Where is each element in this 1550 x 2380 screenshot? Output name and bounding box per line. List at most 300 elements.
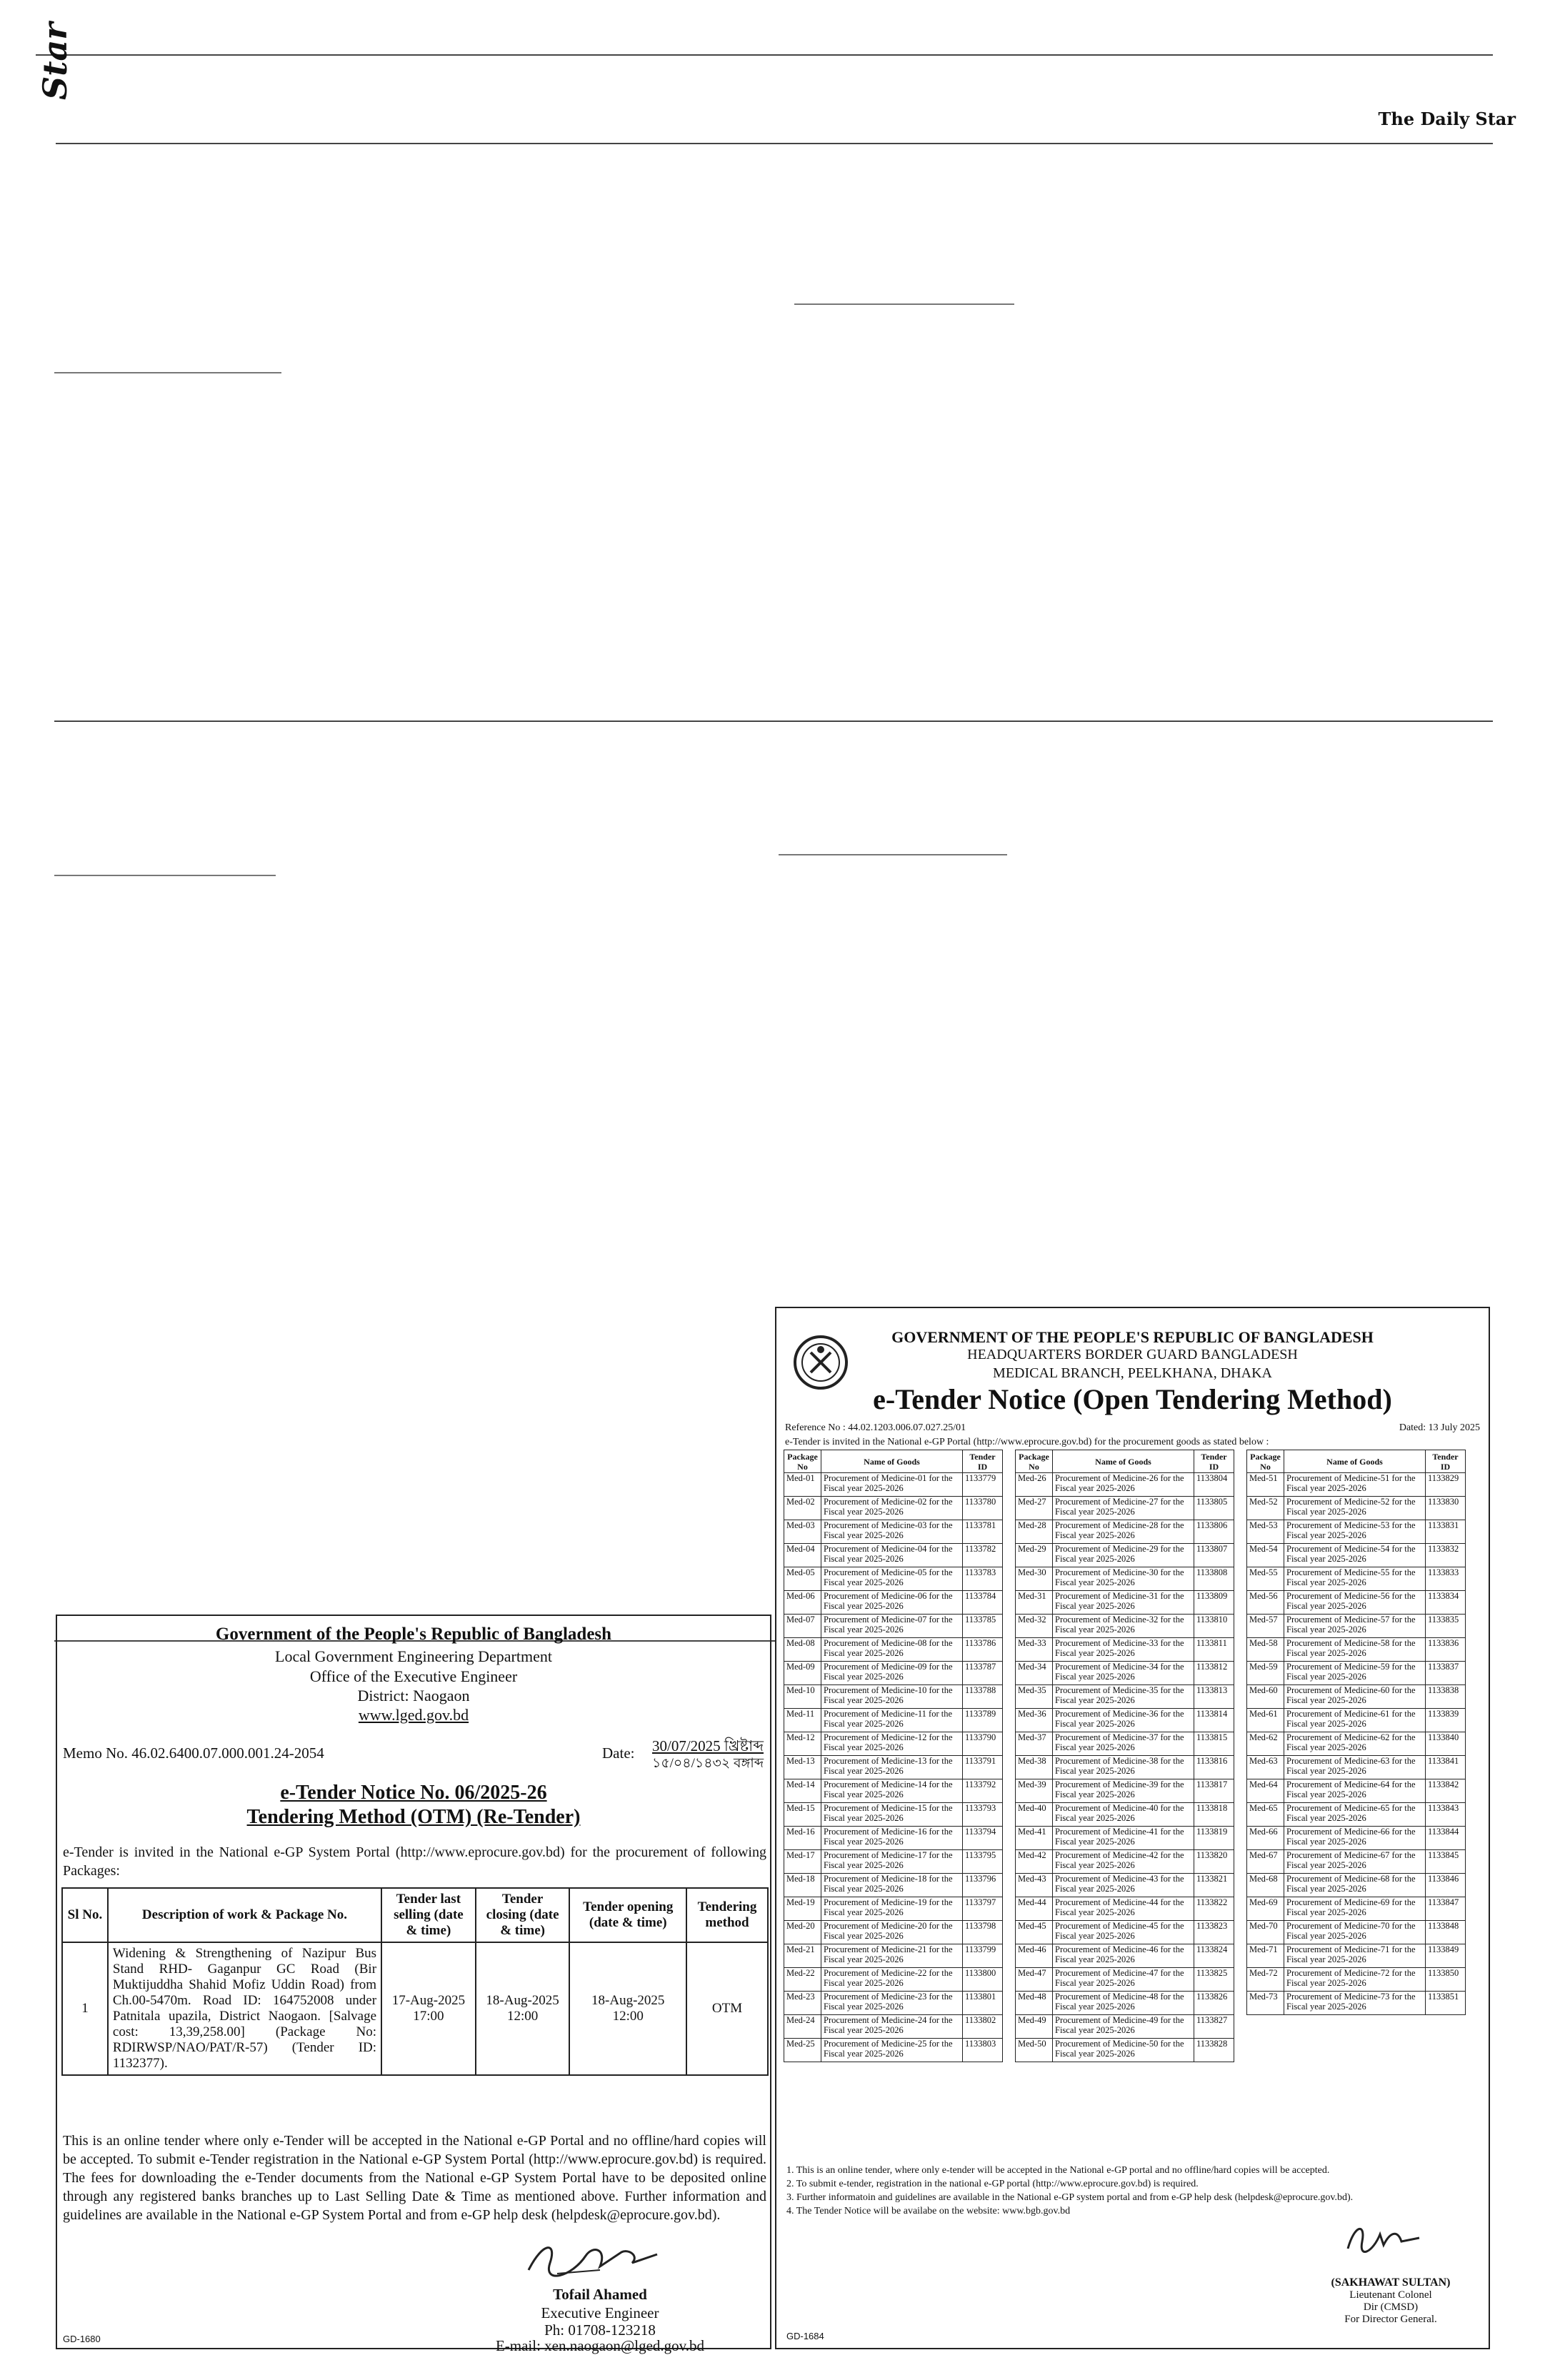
table-row bbox=[1247, 1992, 1466, 2015]
notice-office: Office of the Executive Engineer bbox=[309, 1667, 518, 1685]
tender-id: 1133780 bbox=[963, 1497, 1003, 1520]
goods-name: Procurement of Medicine-03 for the Fiscal year 2025-2026 bbox=[821, 1520, 963, 1544]
notice-intro: e-Tender is invited in the National e-GP System Portal (http://www.eprocure.gov.bd) for the procurement of following Packages: bbox=[63, 1844, 766, 1879]
package-no: Med-51 bbox=[1247, 1473, 1284, 1497]
goods-name: Procurement of Medicine-36 for the Fiscal year 2025-2026 bbox=[1053, 1709, 1194, 1732]
goods-name: Procurement of Medicine-21 for the Fiscal year 2025-2026 bbox=[821, 1944, 963, 1968]
tender-id: 1133801 bbox=[963, 1992, 1003, 2015]
bgb-headquarters: HEADQUARTERS BORDER GUARD BANGLADESH bbox=[967, 1347, 1298, 1362]
package-no: Med-49 bbox=[1016, 2015, 1053, 2039]
bgb-signatory-title: Dir (CMSD) bbox=[1363, 2301, 1419, 2313]
tender-id: 1133836 bbox=[1426, 1638, 1466, 1662]
goods-name: Procurement of Medicine-69 for the Fiscal year 2025-2026 bbox=[1284, 1897, 1426, 1921]
goods-table-col-2 bbox=[1015, 1450, 1234, 2062]
table-row bbox=[784, 1921, 1003, 1944]
package-no: Med-06 bbox=[784, 1591, 821, 1615]
masthead-name: The Daily Star bbox=[1378, 109, 1516, 129]
package-no: Med-02 bbox=[784, 1497, 821, 1520]
tender-id: 1133846 bbox=[1426, 1874, 1466, 1897]
goods-name: Procurement of Medicine-12 for the Fiscal year 2025-2026 bbox=[821, 1732, 963, 1756]
package-no: Med-35 bbox=[1016, 1685, 1053, 1709]
table-row bbox=[784, 1756, 1003, 1779]
table-row bbox=[1247, 1709, 1466, 1732]
goods-name: Procurement of Medicine-66 for the Fiscal year 2025-2026 bbox=[1284, 1827, 1426, 1850]
goods-name: Procurement of Medicine-39 for the Fiscal year 2025-2026 bbox=[1053, 1779, 1194, 1803]
table-row bbox=[1016, 1803, 1234, 1827]
table-row bbox=[1247, 1803, 1466, 1827]
package-no: Med-43 bbox=[1016, 1874, 1053, 1897]
goods-name: Procurement of Medicine-09 for the Fiscal year 2025-2026 bbox=[821, 1662, 963, 1685]
tender-id: 1133793 bbox=[963, 1803, 1003, 1827]
header-opening: Tender opening (date & time) bbox=[569, 1888, 686, 1942]
package-no: Med-34 bbox=[1016, 1662, 1053, 1685]
table-row bbox=[1016, 1992, 1234, 2015]
tender-id: 1133779 bbox=[963, 1473, 1003, 1497]
package-no: Med-20 bbox=[784, 1921, 821, 1944]
tender-id: 1133829 bbox=[1426, 1473, 1466, 1497]
tender-id: 1133811 bbox=[1194, 1638, 1234, 1662]
tender-id: 1133784 bbox=[963, 1591, 1003, 1615]
package-no: Med-62 bbox=[1247, 1732, 1284, 1756]
goods-name: Procurement of Medicine-33 for the Fiscal year 2025-2026 bbox=[1053, 1638, 1194, 1662]
table-row bbox=[784, 1638, 1003, 1662]
table-row bbox=[1016, 1756, 1234, 1779]
package-no: Med-25 bbox=[784, 2039, 821, 2062]
table-row bbox=[1016, 1638, 1234, 1662]
goods-name: Procurement of Medicine-23 for the Fiscal year 2025-2026 bbox=[821, 1992, 963, 2015]
top-rule bbox=[36, 54, 1493, 56]
tender-id: 1133817 bbox=[1194, 1779, 1234, 1803]
table-row bbox=[784, 1803, 1003, 1827]
table-row bbox=[784, 1473, 1003, 1497]
table-row bbox=[1016, 1779, 1234, 1803]
table-row bbox=[62, 1942, 768, 2075]
goods-header-cell: Name of Goods bbox=[821, 1450, 963, 1473]
package-no: Med-64 bbox=[1247, 1779, 1284, 1803]
tender-id: 1133847 bbox=[1426, 1897, 1466, 1921]
table-row bbox=[1016, 1968, 1234, 1992]
table-row bbox=[784, 1850, 1003, 1874]
package-no: Med-27 bbox=[1016, 1497, 1053, 1520]
package-no: Med-46 bbox=[1016, 1944, 1053, 1968]
table-row bbox=[1016, 1662, 1234, 1685]
package-no: Med-17 bbox=[784, 1850, 821, 1874]
tender-id: 1133790 bbox=[963, 1732, 1003, 1756]
gd-code: GD-1680 bbox=[63, 2334, 101, 2344]
package-no: Med-57 bbox=[1247, 1615, 1284, 1638]
package-no: Med-26 bbox=[1016, 1473, 1053, 1497]
goods-name: Procurement of Medicine-53 for the Fiscal year 2025-2026 bbox=[1284, 1520, 1426, 1544]
package-no: Med-55 bbox=[1247, 1567, 1284, 1591]
tender-id: 1133830 bbox=[1426, 1497, 1466, 1520]
table-row bbox=[784, 1732, 1003, 1756]
tender-id: 1133812 bbox=[1194, 1662, 1234, 1685]
table-row bbox=[1016, 1874, 1234, 1897]
package-no: Med-60 bbox=[1247, 1685, 1284, 1709]
table-row bbox=[1016, 1944, 1234, 1968]
tender-id: 1133800 bbox=[963, 1968, 1003, 1992]
goods-name: Procurement of Medicine-29 for the Fiscal year 2025-2026 bbox=[1053, 1544, 1194, 1567]
bgb-notes bbox=[786, 2164, 1353, 2218]
table-row bbox=[784, 1544, 1003, 1567]
package-no: Med-03 bbox=[784, 1520, 821, 1544]
section-rule bbox=[54, 720, 1493, 722]
goods-name: Procurement of Medicine-58 for the Fiscal year 2025-2026 bbox=[1284, 1638, 1426, 1662]
goods-name: Procurement of Medicine-57 for the Fiscal year 2025-2026 bbox=[1284, 1615, 1426, 1638]
tender-id: 1133802 bbox=[963, 2015, 1003, 2039]
goods-name: Procurement of Medicine-04 for the Fiscal year 2025-2026 bbox=[821, 1544, 963, 1567]
goods-name: Procurement of Medicine-15 for the Fiscal year 2025-2026 bbox=[821, 1803, 963, 1827]
tender-id: 1133827 bbox=[1194, 2015, 1234, 2039]
goods-name: Procurement of Medicine-70 for the Fiscal year 2025-2026 bbox=[1284, 1921, 1426, 1944]
package-no: Med-50 bbox=[1016, 2039, 1053, 2062]
package-no: Med-37 bbox=[1016, 1732, 1053, 1756]
notice-title: e-Tender Notice No. 06/2025-26 bbox=[280, 1782, 547, 1804]
tender-id: 1133805 bbox=[1194, 1497, 1234, 1520]
tender-id: 1133825 bbox=[1194, 1968, 1234, 1992]
package-no: Med-36 bbox=[1016, 1709, 1053, 1732]
package-no: Med-72 bbox=[1247, 1968, 1284, 1992]
tender-id: 1133820 bbox=[1194, 1850, 1234, 1874]
package-no: Med-39 bbox=[1016, 1779, 1053, 1803]
goods-name: Procurement of Medicine-01 for the Fiscal year 2025-2026 bbox=[821, 1473, 963, 1497]
cell-method: OTM bbox=[686, 1942, 768, 2075]
package-no: Med-28 bbox=[1016, 1520, 1053, 1544]
bgb-dated: Dated: 13 July 2025 bbox=[1399, 1422, 1480, 1433]
table-row bbox=[784, 2039, 1003, 2062]
package-no: Med-44 bbox=[1016, 1897, 1053, 1921]
goods-name: Procurement of Medicine-73 for the Fiscal year 2025-2026 bbox=[1284, 1992, 1426, 2015]
table-row bbox=[784, 1897, 1003, 1921]
goods-name: Procurement of Medicine-60 for the Fiscal year 2025-2026 bbox=[1284, 1685, 1426, 1709]
goods-name: Procurement of Medicine-72 for the Fiscal year 2025-2026 bbox=[1284, 1968, 1426, 1992]
tender-id: 1133842 bbox=[1426, 1779, 1466, 1803]
package-no: Med-01 bbox=[784, 1473, 821, 1497]
package-no: Med-29 bbox=[1016, 1544, 1053, 1567]
goods-name: Procurement of Medicine-55 for the Fiscal year 2025-2026 bbox=[1284, 1567, 1426, 1591]
tender-id: 1133797 bbox=[963, 1897, 1003, 1921]
goods-header-cell: Tender ID bbox=[963, 1450, 1003, 1473]
goods-name: Procurement of Medicine-45 for the Fiscal year 2025-2026 bbox=[1053, 1921, 1194, 1944]
goods-name: Procurement of Medicine-02 for the Fiscal year 2025-2026 bbox=[821, 1497, 963, 1520]
goods-name: Procurement of Medicine-62 for the Fiscal year 2025-2026 bbox=[1284, 1732, 1426, 1756]
table-row bbox=[1016, 1497, 1234, 1520]
goods-name: Procurement of Medicine-49 for the Fiscal year 2025-2026 bbox=[1053, 2015, 1194, 2039]
header-closing: Tender closing (date & time) bbox=[476, 1888, 570, 1942]
table-row bbox=[784, 1685, 1003, 1709]
notice-body: This is an online tender where only e-Tender will be accepted in the National e-GP Portal and no offline/hard copies will be accepted. To submit e-Tender registration in the National e-GP System Portal (http://www.eprocure.gov.bd) is required. The fees for downloading the e-Tender documents from the National e-GP System Portal have to be deposited online through any registered banks branches up to Last Selling Date & Time as mentioned above. Further information and guidelines are available in the National e-GP System Portal and from e-GP help desk (helpdesk@eprocure.gov.bd). bbox=[63, 2133, 766, 2223]
goods-name: Procurement of Medicine-38 for the Fiscal year 2025-2026 bbox=[1053, 1756, 1194, 1779]
table-row bbox=[1016, 1685, 1234, 1709]
tender-id: 1133826 bbox=[1194, 1992, 1234, 2015]
goods-table-col-3 bbox=[1246, 1450, 1466, 2015]
tender-id: 1133816 bbox=[1194, 1756, 1234, 1779]
signatory-email[interactable]: E-mail: xen.naogaon@lged.gov.bd bbox=[495, 2337, 705, 2354]
package-no: Med-53 bbox=[1247, 1520, 1284, 1544]
package-no: Med-42 bbox=[1016, 1850, 1053, 1874]
header-description: Description of work & Package No. bbox=[108, 1888, 381, 1942]
tender-id: 1133804 bbox=[1194, 1473, 1234, 1497]
tender-id: 1133818 bbox=[1194, 1803, 1234, 1827]
table-row bbox=[1247, 1615, 1466, 1638]
package-no: Med-12 bbox=[784, 1732, 821, 1756]
masthead-rule bbox=[56, 143, 1493, 144]
tender-id: 1133833 bbox=[1426, 1567, 1466, 1591]
package-no: Med-31 bbox=[1016, 1591, 1053, 1615]
table-row bbox=[1016, 1921, 1234, 1944]
goods-name: Procurement of Medicine-26 for the Fiscal year 2025-2026 bbox=[1053, 1473, 1194, 1497]
tender-id: 1133843 bbox=[1426, 1803, 1466, 1827]
masthead-logo: Star bbox=[36, 22, 74, 100]
table-row bbox=[1016, 1827, 1234, 1850]
goods-name: Procurement of Medicine-71 for the Fiscal year 2025-2026 bbox=[1284, 1944, 1426, 1968]
goods-name: Procurement of Medicine-27 for the Fiscal year 2025-2026 bbox=[1053, 1497, 1194, 1520]
header-sl: Sl No. bbox=[62, 1888, 108, 1942]
tender-id: 1133791 bbox=[963, 1756, 1003, 1779]
table-row bbox=[1247, 1968, 1466, 1992]
note-item: 2. To submit e-tender, registration in the national e-GP portal (http://www.eprocure.gov.bd) is required. bbox=[786, 2179, 1199, 2189]
tender-id: 1133845 bbox=[1426, 1850, 1466, 1874]
tender-id: 1133787 bbox=[963, 1662, 1003, 1685]
package-no: Med-61 bbox=[1247, 1709, 1284, 1732]
package-no: Med-18 bbox=[784, 1874, 821, 1897]
goods-name: Procurement of Medicine-41 for the Fiscal year 2025-2026 bbox=[1053, 1827, 1194, 1850]
tender-id: 1133794 bbox=[963, 1827, 1003, 1850]
table-row bbox=[1016, 1520, 1234, 1544]
package-no: Med-41 bbox=[1016, 1827, 1053, 1850]
package-no: Med-05 bbox=[784, 1567, 821, 1591]
tender-id: 1133849 bbox=[1426, 1944, 1466, 1968]
tender-id: 1133838 bbox=[1426, 1685, 1466, 1709]
tender-id: 1133810 bbox=[1194, 1615, 1234, 1638]
signature-image bbox=[514, 2234, 700, 2284]
cell-closing: 18-Aug-2025 12:00 bbox=[476, 1942, 570, 2075]
table-row bbox=[784, 1874, 1003, 1897]
tender-id: 1133815 bbox=[1194, 1732, 1234, 1756]
divider bbox=[779, 854, 1007, 855]
goods-name: Procurement of Medicine-43 for the Fiscal year 2025-2026 bbox=[1053, 1874, 1194, 1897]
table-row bbox=[784, 1709, 1003, 1732]
note-item: 3. Further informatoin and guidelines are available in the National e-GP system portal and from e-GP help desk (helpdesk@eprocure.gov.bd). bbox=[786, 2192, 1354, 2203]
cell-last-selling: 17-Aug-2025 17:00 bbox=[381, 1942, 476, 2075]
tender-id: 1133786 bbox=[963, 1638, 1003, 1662]
package-no: Med-10 bbox=[784, 1685, 821, 1709]
package-no: Med-14 bbox=[784, 1779, 821, 1803]
table-row bbox=[1016, 2015, 1234, 2039]
package-no: Med-09 bbox=[784, 1662, 821, 1685]
notice-subtitle: Tendering Method (OTM) (Re-Tender) bbox=[246, 1806, 581, 1828]
table-row bbox=[1247, 1567, 1466, 1591]
goods-name: Procurement of Medicine-42 for the Fiscal year 2025-2026 bbox=[1053, 1850, 1194, 1874]
goods-name: Procurement of Medicine-06 for the Fiscal year 2025-2026 bbox=[821, 1591, 963, 1615]
package-no: Med-48 bbox=[1016, 1992, 1053, 2015]
table-row bbox=[784, 1591, 1003, 1615]
package-no: Med-67 bbox=[1247, 1850, 1284, 1874]
goods-name: Procurement of Medicine-16 for the Fiscal year 2025-2026 bbox=[821, 1827, 963, 1850]
table-row bbox=[1247, 1944, 1466, 1968]
tender-id: 1133806 bbox=[1194, 1520, 1234, 1544]
cell-sl: 1 bbox=[62, 1942, 108, 2075]
goods-name: Procurement of Medicine-34 for the Fiscal year 2025-2026 bbox=[1053, 1662, 1194, 1685]
table-row bbox=[1247, 1662, 1466, 1685]
header-method: Tendering method bbox=[686, 1888, 768, 1942]
goods-name: Procurement of Medicine-61 for the Fiscal year 2025-2026 bbox=[1284, 1709, 1426, 1732]
tender-id: 1133799 bbox=[963, 1944, 1003, 1968]
tender-id: 1133839 bbox=[1426, 1709, 1466, 1732]
package-no: Med-52 bbox=[1247, 1497, 1284, 1520]
package-no: Med-30 bbox=[1016, 1567, 1053, 1591]
table-row bbox=[1247, 1591, 1466, 1615]
goods-name: Procurement of Medicine-64 for the Fiscal year 2025-2026 bbox=[1284, 1779, 1426, 1803]
table-row bbox=[784, 1497, 1003, 1520]
goods-name: Procurement of Medicine-05 for the Fiscal year 2025-2026 bbox=[821, 1567, 963, 1591]
signature-image bbox=[1341, 2216, 1426, 2259]
tender-id: 1133781 bbox=[963, 1520, 1003, 1544]
package-no: Med-40 bbox=[1016, 1803, 1053, 1827]
tender-id: 1133822 bbox=[1194, 1897, 1234, 1921]
table-row bbox=[1247, 1827, 1466, 1850]
tender-id: 1133848 bbox=[1426, 1921, 1466, 1944]
package-no: Med-08 bbox=[784, 1638, 821, 1662]
goods-header-row bbox=[1016, 1450, 1234, 1473]
package-no: Med-56 bbox=[1247, 1591, 1284, 1615]
tender-id: 1133850 bbox=[1426, 1968, 1466, 1992]
goods-header-cell: Package No bbox=[1016, 1450, 1053, 1473]
tender-id: 1133814 bbox=[1194, 1709, 1234, 1732]
table-row bbox=[1016, 1850, 1234, 1874]
goods-name: Procurement of Medicine-51 for the Fiscal year 2025-2026 bbox=[1284, 1473, 1426, 1497]
bgb-intro: e-Tender is invited in the National e-GP Portal (http://www.eprocure.gov.bd) for the procurement goods as stated below : bbox=[785, 1437, 1269, 1447]
goods-name: Procurement of Medicine-68 for the Fiscal year 2025-2026 bbox=[1284, 1874, 1426, 1897]
goods-header-row bbox=[784, 1450, 1003, 1473]
notice-department: Local Government Engineering Department bbox=[275, 1647, 552, 1665]
table-row bbox=[784, 1944, 1003, 1968]
table-row bbox=[1016, 1709, 1234, 1732]
goods-header-cell: Name of Goods bbox=[1053, 1450, 1194, 1473]
tender-id: 1133796 bbox=[963, 1874, 1003, 1897]
table-row bbox=[1247, 1685, 1466, 1709]
table-row bbox=[1247, 1921, 1466, 1944]
tender-id: 1133813 bbox=[1194, 1685, 1234, 1709]
tender-id: 1133821 bbox=[1194, 1874, 1234, 1897]
package-no: Med-71 bbox=[1247, 1944, 1284, 1968]
package-no: Med-21 bbox=[784, 1944, 821, 1968]
goods-name: Procurement of Medicine-54 for the Fiscal year 2025-2026 bbox=[1284, 1544, 1426, 1567]
goods-name: Procurement of Medicine-65 for the Fiscal year 2025-2026 bbox=[1284, 1803, 1426, 1827]
table-row bbox=[1016, 2039, 1234, 2062]
tender-id: 1133828 bbox=[1194, 2039, 1234, 2062]
package-table bbox=[61, 1887, 769, 2076]
package-no: Med-73 bbox=[1247, 1992, 1284, 2015]
goods-name: Procurement of Medicine-67 for the Fiscal year 2025-2026 bbox=[1284, 1850, 1426, 1874]
table-row bbox=[784, 1662, 1003, 1685]
date-gregorian: 30/07/2025 খ্রিষ্টাব্দ bbox=[652, 1737, 764, 1754]
goods-name: Procurement of Medicine-28 for the Fiscal year 2025-2026 bbox=[1053, 1520, 1194, 1544]
goods-name: Procurement of Medicine-30 for the Fiscal year 2025-2026 bbox=[1053, 1567, 1194, 1591]
package-no: Med-11 bbox=[784, 1709, 821, 1732]
goods-name: Procurement of Medicine-37 for the Fiscal year 2025-2026 bbox=[1053, 1732, 1194, 1756]
notice-district: District: Naogaon bbox=[357, 1687, 470, 1704]
note-item: 1. This is an online tender, where only e-tender will be accepted in the National e-GP portal and no offline/hard copies will be accepted. bbox=[786, 2165, 1330, 2176]
goods-name: Procurement of Medicine-07 for the Fiscal year 2025-2026 bbox=[821, 1615, 963, 1638]
table-row bbox=[1247, 1497, 1466, 1520]
goods-name: Procurement of Medicine-11 for the Fiscal year 2025-2026 bbox=[821, 1709, 963, 1732]
goods-name: Procurement of Medicine-31 for the Fiscal year 2025-2026 bbox=[1053, 1591, 1194, 1615]
tender-id: 1133840 bbox=[1426, 1732, 1466, 1756]
goods-header-row bbox=[1247, 1450, 1466, 1473]
goods-table-col-1 bbox=[784, 1450, 1003, 2062]
date-bangla: ১৫/০৪/১৪৩২ বঙ্গাব্দ bbox=[652, 1756, 764, 1771]
goods-name: Procurement of Medicine-13 for the Fiscal year 2025-2026 bbox=[821, 1756, 963, 1779]
goods-name: Procurement of Medicine-22 for the Fiscal year 2025-2026 bbox=[821, 1968, 963, 1992]
goods-name: Procurement of Medicine-56 for the Fiscal year 2025-2026 bbox=[1284, 1591, 1426, 1615]
table-row bbox=[1016, 1544, 1234, 1567]
package-no: Med-24 bbox=[784, 2015, 821, 2039]
package-no: Med-47 bbox=[1016, 1968, 1053, 1992]
table-row bbox=[1247, 1779, 1466, 1803]
table-row bbox=[784, 1520, 1003, 1544]
goods-name: Procurement of Medicine-20 for the Fiscal year 2025-2026 bbox=[821, 1921, 963, 1944]
tender-id: 1133832 bbox=[1426, 1544, 1466, 1567]
tender-id: 1133841 bbox=[1426, 1756, 1466, 1779]
gd-code: GD-1684 bbox=[786, 2331, 824, 2341]
table-row bbox=[784, 2015, 1003, 2039]
bgb-branch: MEDICAL BRANCH, PEELKHANA, DHAKA bbox=[993, 1365, 1272, 1381]
package-no: Med-07 bbox=[784, 1615, 821, 1638]
table-row bbox=[1016, 1567, 1234, 1591]
notice-website[interactable]: www.lged.gov.bd bbox=[358, 1706, 469, 1724]
package-no: Med-58 bbox=[1247, 1638, 1284, 1662]
bgb-tender-notice bbox=[775, 1307, 1490, 2349]
goods-name: Procurement of Medicine-52 for the Fiscal year 2025-2026 bbox=[1284, 1497, 1426, 1520]
tender-id: 1133792 bbox=[963, 1779, 1003, 1803]
package-no: Med-54 bbox=[1247, 1544, 1284, 1567]
tender-id: 1133809 bbox=[1194, 1591, 1234, 1615]
tender-id: 1133823 bbox=[1194, 1921, 1234, 1944]
package-no: Med-63 bbox=[1247, 1756, 1284, 1779]
divider bbox=[54, 372, 281, 373]
package-no: Med-15 bbox=[784, 1803, 821, 1827]
divider bbox=[54, 875, 276, 876]
goods-name: Procurement of Medicine-40 for the Fiscal year 2025-2026 bbox=[1053, 1803, 1194, 1827]
goods-name: Procurement of Medicine-08 for the Fiscal year 2025-2026 bbox=[821, 1638, 963, 1662]
goods-name: Procurement of Medicine-32 for the Fiscal year 2025-2026 bbox=[1053, 1615, 1194, 1638]
goods-name: Procurement of Medicine-14 for the Fiscal year 2025-2026 bbox=[821, 1779, 963, 1803]
tender-id: 1133834 bbox=[1426, 1591, 1466, 1615]
tender-id: 1133795 bbox=[963, 1850, 1003, 1874]
tender-id: 1133835 bbox=[1426, 1615, 1466, 1638]
goods-header-cell: Package No bbox=[1247, 1450, 1284, 1473]
cell-opening: 18-Aug-2025 12:00 bbox=[569, 1942, 686, 2075]
package-no: Med-33 bbox=[1016, 1638, 1053, 1662]
goods-header-cell: Name of Goods bbox=[1284, 1450, 1426, 1473]
package-no: Med-23 bbox=[784, 1992, 821, 2015]
table-row bbox=[784, 1968, 1003, 1992]
goods-name: Procurement of Medicine-25 for the Fiscal year 2025-2026 bbox=[821, 2039, 963, 2062]
tender-id: 1133783 bbox=[963, 1567, 1003, 1591]
table-row bbox=[1247, 1732, 1466, 1756]
header-last-selling: Tender last selling (date & time) bbox=[381, 1888, 476, 1942]
note-item: 4. The Tender Notice will be availabe on the website: www.bgb.gov.bd bbox=[786, 2206, 1071, 2216]
tender-id: 1133789 bbox=[963, 1709, 1003, 1732]
tender-id: 1133788 bbox=[963, 1685, 1003, 1709]
table-row bbox=[1016, 1473, 1234, 1497]
signatory-title: Executive Engineer bbox=[541, 2304, 659, 2321]
tender-id: 1133844 bbox=[1426, 1827, 1466, 1850]
table-row bbox=[1247, 1544, 1466, 1567]
table-row bbox=[1247, 1756, 1466, 1779]
goods-header-cell: Tender ID bbox=[1426, 1450, 1466, 1473]
